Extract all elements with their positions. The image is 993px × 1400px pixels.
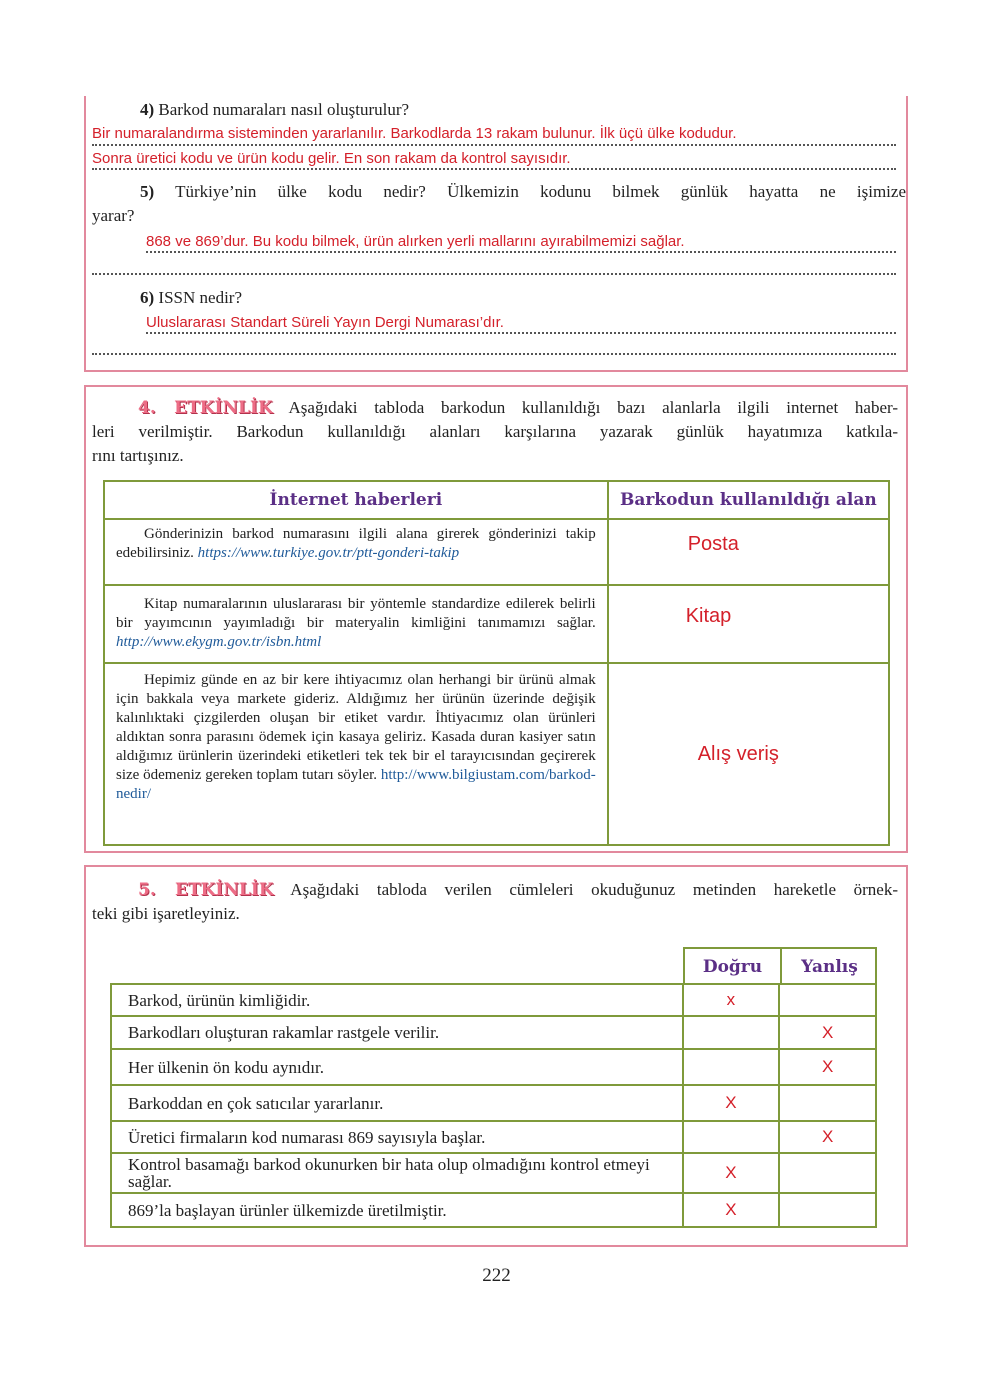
news-cell (104, 519, 608, 585)
news-cell (104, 585, 608, 663)
mark-false[interactable] (779, 1085, 876, 1121)
answer-line: Uluslararası Standart Süreli Yayın Dergi Numarası’dır. (146, 314, 504, 331)
instruction-text: rını tartışınız. (92, 446, 184, 465)
news-cell (104, 663, 608, 845)
internet-news-table (103, 480, 890, 846)
question-4 (140, 99, 409, 121)
question-number: 4) (140, 100, 155, 119)
handwritten-answer: Alış veriş (697, 742, 779, 765)
mark-true[interactable]: x (683, 984, 780, 1016)
statement: Her ülkenin ön kodu aynıdır. (111, 1049, 683, 1085)
question-text-cont: yarar? (92, 206, 135, 225)
handwritten-answer: Posta (687, 533, 739, 555)
table-row (111, 1049, 876, 1085)
dotted-line (92, 168, 896, 170)
question-number: 5) (140, 182, 155, 201)
mark-false[interactable] (779, 1193, 876, 1227)
activity-4-title: 4. ETKİNLİK (138, 398, 273, 418)
column-header-false: Yanlış (801, 957, 858, 977)
news-link[interactable]: http://www.bilgiustam.com/barkod-nedir/ (116, 767, 596, 802)
table-row (111, 984, 876, 1016)
instruction-text: teki gibi işaretleyiniz. (92, 904, 240, 923)
dotted-line (146, 332, 896, 334)
activity-5-title: 5. ETKİNLİK (138, 880, 274, 900)
mark-true[interactable]: X (683, 1193, 780, 1227)
table-row (111, 1121, 876, 1153)
instruction-text: leri verilmiştir. Barkodun kullanıldığı alanları karşılarına yazarak günlük hayatımıza katkıla- (92, 422, 898, 441)
table-row (104, 519, 889, 585)
page-number: 222 (482, 1265, 511, 1286)
mark-false[interactable]: X (779, 1016, 876, 1049)
mark-true[interactable] (683, 1016, 780, 1049)
mark-true[interactable] (683, 1049, 780, 1085)
news-link[interactable]: https://www.turkiye.gov.tr/ptt-gonderi-takip (197, 545, 460, 561)
handwritten-answer: Kitap (685, 605, 732, 627)
question-text: ISSN nedir? (158, 288, 242, 307)
column-header: İnternet haberleri (104, 481, 608, 519)
mark-false[interactable] (779, 984, 876, 1016)
statement: Barkod, ürünün kimliğidir. (111, 984, 683, 1016)
answer-cell (608, 585, 889, 663)
answer-line: 868 ve 869’dur. Bu kodu bilmek, ürün alırken yerli mallarını ayırabilmemizi sağlar. (146, 233, 685, 250)
mark-true[interactable] (683, 1121, 780, 1153)
statement: Barkodları oluşturan rakamlar rastgele verilir. (111, 1016, 683, 1049)
news-link[interactable]: http://www.ekygm.gov.tr/isbn.html (116, 634, 322, 650)
instruction-text: Aşağıdaki tabloda verilen cümleleri okuduğunuz metinden hareketle örnek- (273, 880, 898, 899)
mark-true[interactable]: X (683, 1153, 780, 1193)
table-row (111, 1153, 876, 1193)
statement: Kontrol basamağı barkod okunurken bir hata olup olmadığını kontrol etmeyi sağlar. (111, 1153, 683, 1193)
question-text: Barkod numaraları nasıl oluşturulur? (158, 100, 410, 119)
statement: Barkoddan en çok satıcılar yararlanır. (111, 1085, 683, 1121)
table-row (104, 585, 889, 663)
dotted-line (92, 144, 896, 146)
activity-4-instruction (92, 396, 898, 468)
table-row (111, 1085, 876, 1121)
true-false-header (683, 947, 877, 983)
true-false-table (110, 983, 877, 1228)
question-number: 6) (140, 288, 155, 307)
column-header: Barkodun kullanıldığı alan (608, 481, 889, 519)
table-row (111, 1016, 876, 1049)
dotted-line (92, 273, 896, 275)
question-6 (140, 287, 242, 309)
mark-false[interactable]: X (779, 1121, 876, 1153)
question-5 (140, 181, 906, 203)
statement: Üretici firmaların kod numarası 869 sayısıyla başlar. (111, 1121, 683, 1153)
answer-cell (608, 663, 889, 845)
dotted-line (146, 251, 896, 253)
dotted-line (92, 353, 896, 355)
table-row (111, 1193, 876, 1227)
instruction-text: Aşağıdaki tabloda barkodun kullanıldığı bazı alanlarla ilgili internet haber- (272, 398, 898, 417)
answer-cell (608, 519, 889, 585)
statement: 869’la başlayan ürünler ülkemizde üretilmiştir. (111, 1193, 683, 1227)
question-text: Türkiye’nin ülke kodu nedir? Ülkemizin kodunu bilmek günlük hayatta ne işimize (175, 182, 906, 201)
activity-5-instruction (92, 878, 898, 926)
column-header-true: Doğru (702, 957, 763, 977)
mark-false[interactable] (779, 1153, 876, 1193)
table-row (104, 663, 889, 845)
news-text: Hepimiz günde en az bir kere ihtiyacımız olan herhangi bir ürünü almak için bakkala veya markete gideriz. Aldığımız her ürünün üzerinde değişik kalınlıktaki çizgilerden oluşan bir etiket vardır. İhtiyacımız olan ürünleri aldıktan sonra parasını ödemek için kasaya geliriz. Kasada duran kasiyer satın aldığımız ürünlerin üzerindeki etiketleri tek tek bir el tarayıcısından geçirerek size ödemeniz gereken toplam tutarı söyler. (116, 672, 596, 783)
news-text: Gönderinizin barkod numarasını ilgili alana girerek gönderinizi takip edebilirsiniz. (116, 526, 596, 561)
mark-false[interactable]: X (779, 1049, 876, 1085)
mark-true[interactable]: X (683, 1085, 780, 1121)
news-text: Kitap numaralarının uluslararası bir yöntemle standardize edilerek belirli bir yayımcının yayımladığı bir materyalin kimliğini tanımamızı sağlar. (116, 596, 596, 631)
answer-line: Bir numaralandırma sisteminden yararlanılır. Barkodlarda 13 rakam bulunur. İlk üçü ülke kodudur. (92, 125, 737, 142)
answer-line: Sonra üretici kodu ve ürün kodu gelir. En son rakam da kontrol sayısıdır. (92, 150, 571, 167)
